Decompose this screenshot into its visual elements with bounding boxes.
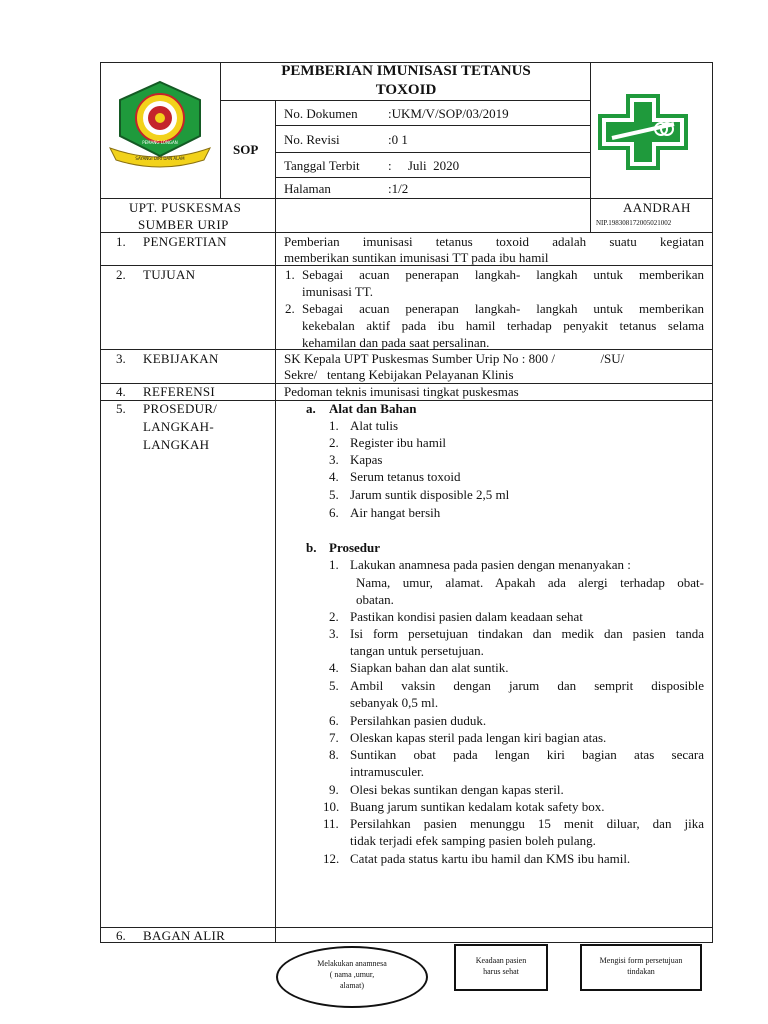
purpose-2-line-2: kekebalan aktif pada ibu hamil terhadap penyakit tetanus selama: [302, 318, 704, 333]
title-line-2: TOXOID: [375, 82, 437, 98]
health-cross-logo: [598, 94, 688, 170]
subsection-b-letter: b.: [306, 540, 317, 555]
policy-line-1: SK Kepala UPT Puskesmas Sumber Urip No : 800 / /SU/: [284, 351, 625, 366]
section-5-label-line-1: PROSEDUR/: [143, 401, 218, 416]
logo-motto-text: SAYANGI DIRI DAN ALAM: [135, 156, 185, 161]
signer-name: AANDRAH: [623, 200, 691, 215]
subsection-a-letter: a.: [306, 401, 316, 416]
step-10-number: 10.: [323, 799, 340, 814]
step-12-number: 12.: [323, 851, 340, 866]
signer-nip: NIP.198308172005021002: [596, 219, 672, 227]
org-name-line-2: SUMBER URIP: [138, 217, 229, 232]
step-4-number: 4.: [329, 660, 339, 675]
material-1-number: 1.: [329, 418, 339, 433]
purpose-2-line-3: kehamilan dan pada saat persalinan.: [302, 335, 490, 350]
section-1-number: 1.: [116, 234, 126, 249]
flow-step-2-line-1: Keadaan pasien: [475, 956, 527, 965]
purpose-1-line-1: Sebagai acuan penerapan langkah- langkah untuk memberikan: [302, 267, 704, 282]
step-3-line-2: tangan untuk persetujuan.: [350, 643, 484, 658]
subsection-a-title: Alat dan Bahan: [329, 401, 417, 416]
section-1-text-line-2: memberikan suntikan imunisasi TT pada ibu hamil: [284, 250, 549, 265]
purpose-1-number: 1.: [285, 267, 295, 282]
step-5-number: 5.: [329, 678, 339, 693]
logo-inner-text: PEMANG LONGAN: [142, 140, 178, 145]
material-4-text: Serum tetanus toxoid: [350, 469, 461, 484]
step-4-line-1: Siapkan bahan dan alat suntik.: [350, 660, 509, 675]
material-2-text: Register ibu hamil: [350, 435, 447, 450]
material-2-number: 2.: [329, 435, 339, 450]
title-line-1: PEMBERIAN IMUNISASI TETANUS: [281, 63, 531, 79]
section-2-label: TUJUAN: [143, 267, 196, 282]
step-3-number: 3.: [329, 626, 339, 641]
step-8-line-2: intramusculer.: [350, 764, 425, 779]
step-7-line-1: Oleskan kapas steril pada lengan kiri bagian atas.: [350, 730, 607, 745]
material-4-number: 4.: [329, 469, 339, 484]
step-11-line-2: tidak terjadi efek samping pasien boleh pulang.: [350, 833, 596, 848]
revision-value: :0 1: [388, 132, 408, 147]
purpose-2-number: 2.: [285, 301, 295, 316]
flow-step-3-box: [580, 944, 702, 991]
page-title: [221, 62, 591, 100]
step-3-line-1: Isi form persetujuan tindakan dan medik dan pasien tanda: [350, 626, 704, 641]
material-1-text: Alat tulis: [350, 418, 399, 433]
flow-start-ellipse: [276, 946, 428, 1008]
puskesmas-logo: [104, 78, 216, 170]
flow-step-1-line-3: alamat): [340, 981, 364, 990]
org-name-line-1: UPT. PUSKESMAS: [129, 200, 242, 215]
section-4-label: REFERENSI: [143, 384, 216, 399]
step-11-number: 11.: [323, 816, 339, 831]
section-5-number: 5.: [116, 401, 126, 416]
step-1-line-3: obatan.: [356, 592, 394, 607]
material-6-text: Air hangat bersih: [350, 505, 441, 520]
purpose-2-line-1: Sebagai acuan penerapan langkah- langkah untuk memberikan: [302, 301, 704, 316]
reference-text: Pedoman teknis imunisasi tingkat puskesmas: [284, 384, 519, 399]
material-5-text: Jarum suntik disposible 2,5 ml: [350, 487, 510, 502]
subsection-b-title: Prosedur: [329, 540, 381, 555]
section-2-number: 2.: [116, 267, 126, 282]
section-1-text-line-1: Pemberian imunisasi tetanus toxoid adalah suatu kegiatan: [284, 234, 704, 249]
step-9-line-1: Olesi bekas suntikan dengan kapas steril.: [350, 782, 564, 797]
flow-step-3-line-2: tindakan: [627, 967, 655, 976]
step-8-number: 8.: [329, 747, 339, 762]
step-6-number: 6.: [329, 713, 339, 728]
section-3-label: KEBIJAKAN: [143, 351, 219, 366]
flow-step-1-line-1: Melakukan anamnesa: [317, 959, 387, 968]
section-4-number: 4.: [116, 384, 126, 399]
flow-step-3-line-1: Mengisi form persetujuan: [599, 956, 683, 965]
doc-number-label: No. Dokumen: [284, 106, 358, 121]
material-3-text: Kapas: [350, 452, 383, 467]
step-10-line-1: Buang jarum suntikan kedalam kotak safety box.: [350, 799, 605, 814]
section-1-label: PENGERTIAN: [143, 234, 227, 249]
step-2-line-1: Pastikan kondisi pasien dalam keadaan sehat: [350, 609, 583, 624]
step-8-line-1: Suntikan obat pada lengan kiri bagian atas secara: [350, 747, 704, 762]
section-5-label-line-3: LANGKAH: [143, 437, 210, 452]
step-9-number: 9.: [329, 782, 339, 797]
purpose-1-line-2: imunisasi TT.: [302, 284, 374, 299]
flow-step-2-line-2: harus sehat: [483, 967, 519, 976]
flow-step-2-box: [454, 944, 548, 991]
page-value: :1/2: [388, 181, 409, 196]
step-1-number: 1.: [329, 557, 339, 572]
material-5-number: 5.: [329, 487, 339, 502]
step-5-line-2: sebanyak 0,5 ml.: [350, 695, 439, 710]
step-1-line-1: Lakukan anamnesa pada pasien dengan menanyakan :: [350, 557, 631, 572]
section-6-number: 6.: [116, 928, 126, 943]
section-6-label: BAGAN ALIR: [143, 928, 226, 943]
flow-step-1-line-2: ( nama ,umur,: [329, 970, 375, 979]
step-2-number: 2.: [329, 609, 339, 624]
step-7-number: 7.: [329, 730, 339, 745]
material-3-number: 3.: [329, 452, 339, 467]
step-6-line-1: Persilahkan pasien duduk.: [350, 713, 487, 728]
issue-date-value: : Juli 2020: [388, 158, 460, 173]
step-5-line-1: Ambil vaksin dengan jarum dan semprit disposible: [350, 678, 704, 693]
page-label: Halaman: [284, 181, 331, 196]
issue-date-label: Tanggal Terbit: [284, 158, 360, 173]
section-3-number: 3.: [116, 351, 126, 366]
section-5-label-line-2: LANGKAH-: [143, 419, 214, 434]
step-12-line-1: Catat pada status kartu ibu hamil dan KMS ibu hamil.: [350, 851, 631, 866]
doc-number-value: :UKM/V/SOP/03/2019: [388, 106, 509, 121]
material-6-number: 6.: [329, 505, 339, 520]
step-11-line-1: Persilahkan pasien menunggu 15 menit diluar, dan jika: [350, 816, 704, 831]
step-1-line-2: Nama, umur, alamat. Apakah ada alergi terhadap obat-: [356, 575, 704, 590]
sop-label: SOP: [233, 142, 259, 157]
policy-line-2: Sekre/ tentang Kebijakan Pelayanan Klinis: [284, 367, 514, 382]
revision-label: No. Revisi: [284, 132, 340, 147]
